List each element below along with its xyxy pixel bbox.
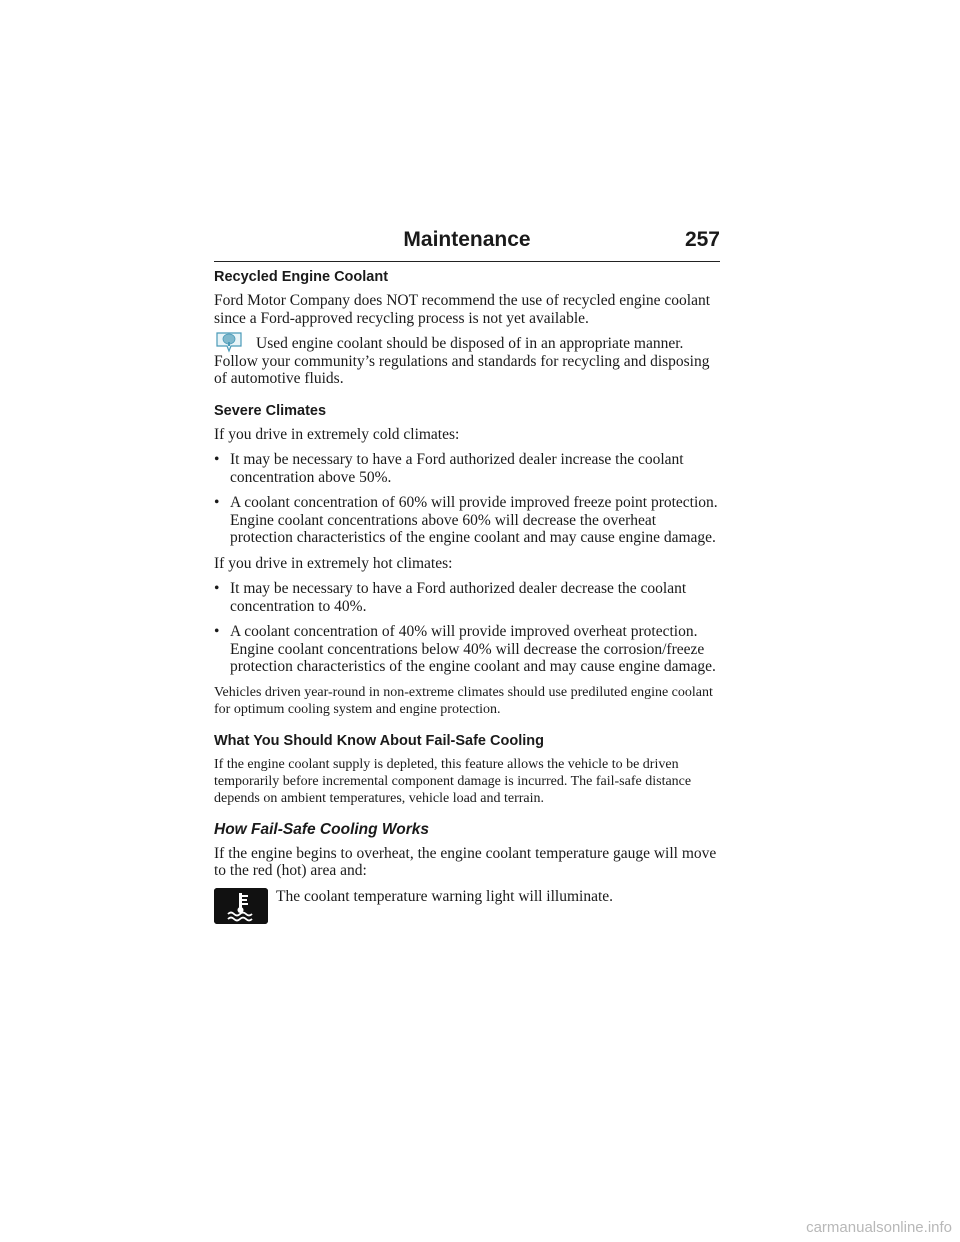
heading-fail-safe-cooling: What You Should Know About Fail-Safe Cooling (214, 732, 544, 749)
page-body (214, 268, 720, 928)
hot-intro: If you drive in extremely hot climates: (214, 554, 453, 572)
heading-how-fail-safe-works: How Fail-Safe Cooling Works (214, 820, 430, 838)
environment-note (214, 335, 720, 388)
hot-bullet-list (214, 580, 720, 676)
page-header (214, 228, 720, 262)
failsafe-paragraph: If the engine coolant supply is depleted, this feature allows the vehicle to be driven temporarily before incremental component damage is incurred. The fail-safe distance depends on ambient temperatures, vehicle load and terrain. (214, 756, 692, 806)
heading-recycled-engine-coolant: Recycled Engine Coolant (214, 269, 389, 285)
list-item: • It may be necessary to have a Ford authorized dealer increase the coolant concentration above 50%. (214, 451, 684, 486)
coolant-temperature-warning-icon (214, 888, 268, 924)
recycled-paragraph: Ford Motor Company does NOT recommend the use of recycled engine coolant since a Ford-approved recycling process is not yet available. (214, 292, 711, 327)
section-title: Maintenance (403, 228, 531, 251)
how-paragraph: If the engine begins to overheat, the engine coolant temperature gauge will move to the red (hot) area and: (214, 844, 717, 879)
list-item: • It may be necessary to have a Ford authorized dealer decrease the coolant concentration to 40%. (214, 580, 687, 615)
environment-note-text: Used engine coolant should be disposed of in an appropriate manner. Follow your community’s regulations and standards for recycling and disposing of automotive fluids. (214, 335, 710, 387)
warning-light-row (214, 888, 720, 928)
cold-intro: If you drive in extremely cold climates: (214, 425, 460, 443)
warning-light-text: The coolant temperature warning light will illuminate. (276, 887, 614, 905)
watermark: carmanualsonline.info (806, 1219, 952, 1236)
list-item: • A coolant concentration of 60% will provide improved freeze point protection. Engine coolant concentrations above 60% will decrease the overheat protection characteristics of the engine coolant and may cause engine damage. (214, 494, 718, 546)
heading-severe-climates: Severe Climates (214, 402, 327, 419)
page-number: 257 (684, 228, 720, 251)
list-item: • A coolant concentration of 40% will provide improved overheat protection. Engine coolant concentrations below 40% will decrease the corrosion/freeze protection characteristics of the engine coolant and may cause engine damage. (214, 623, 716, 675)
cold-bullet-list (214, 451, 720, 547)
closing-paragraph: Vehicles driven year-round in non-extreme climates should use prediluted engine coolant for optimum cooling system and engine protection. (214, 684, 713, 717)
environment-tree-icon (214, 331, 244, 353)
